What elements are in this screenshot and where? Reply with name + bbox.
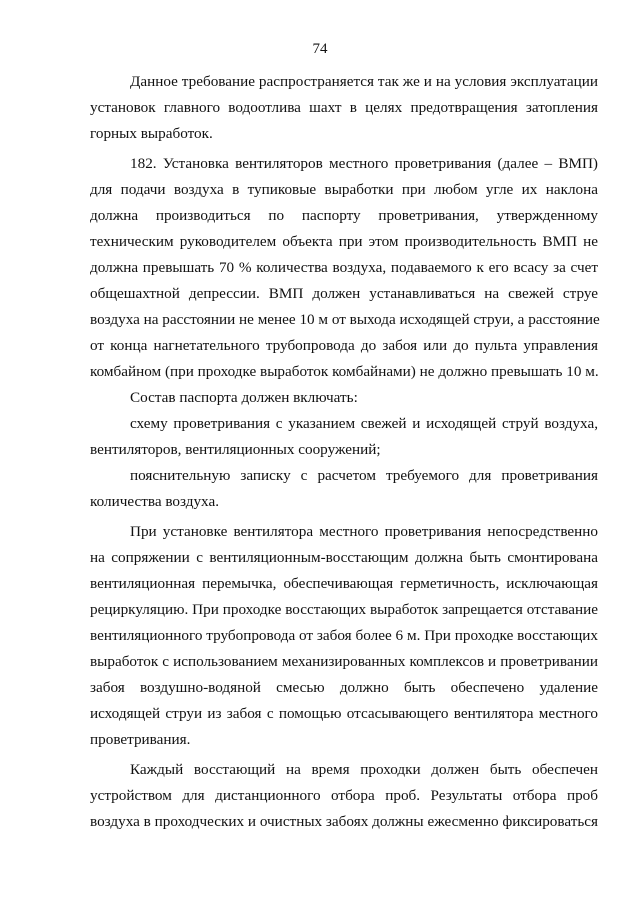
text-line: от конца нагнетательного трубопровода до забоя или до пульта управления [90,337,598,354]
text-line: вентиляционная перемычка, обеспечивающая герметичность, исключающая [90,575,598,592]
text-line: забоя воздушно-водяной смесью должно быть обеспечено удаление [90,679,598,696]
text-line: должна производиться по паспорту проветривания, утвержденному [90,207,598,224]
text-line: выработок с использованием механизированных комплексов и проветривании [90,653,598,670]
text-line: пояснительную записку с расчетом требуемого для проветривания [130,467,598,484]
text-line: воздуха в проходческих и очистных забоях должны ежесменно фиксироваться [90,813,598,830]
text-line: рециркуляцию. При проходке восстающих выработок запрещается отставание [90,601,598,618]
page-number: 74 [312,41,328,57]
text-line: воздуха на расстоянии не менее 10 м от выхода исходящей струи, а расстояние [90,311,600,328]
text-line: техническим руководителем объекта при этом производительность ВМП не [90,233,598,250]
text-line: на сопряжении с вентиляционным-восстающим должна быть смонтирована [90,549,598,566]
text-line: вентиляционного трубопровода от забоя более 6 м. При проходке восстающих [90,627,598,644]
text-line: установок главного водоотлива шахт в целях предотвращения затопления [90,99,598,116]
text-line: устройством для дистанционного отбора проб. Результаты отбора проб [90,787,598,804]
text-line: для подачи воздуха в тупиковые выработки при любом угле их наклона [90,181,598,198]
text-line: Состав паспорта должен включать: [130,389,358,406]
text-line: При установке вентилятора местного проветривания непосредственно [130,523,598,540]
text-line: количества воздуха. [90,493,219,510]
text-line: должна превышать 70 % количества воздуха, подаваемого к его всасу за счет [90,259,598,276]
text-line: вентиляторов, вентиляционных сооружений; [90,441,381,458]
text-line: схему проветривания с указанием свежей и исходящей струй воздуха, [130,415,598,432]
text-line: горных выработок. [90,125,213,142]
text-line: общешахтной депрессии. ВМП должен устанавливаться на свежей струе [90,285,598,302]
text-line: проветривания. [90,731,191,748]
text-line: Каждый восстающий на время проходки должен быть обеспечен [130,761,598,778]
text-line: комбайном (при проходке выработок комбайнами) не должно превышать 10 м. [90,363,599,380]
text-line: исходящей струи из забоя с помощью отсасывающего вентилятора местного [90,705,598,722]
text-line: Данное требование распространяется так же и на условия эксплуатации [130,73,598,90]
text-line: 182. Установка вентиляторов местного проветривания (далее – ВМП) [130,155,598,172]
